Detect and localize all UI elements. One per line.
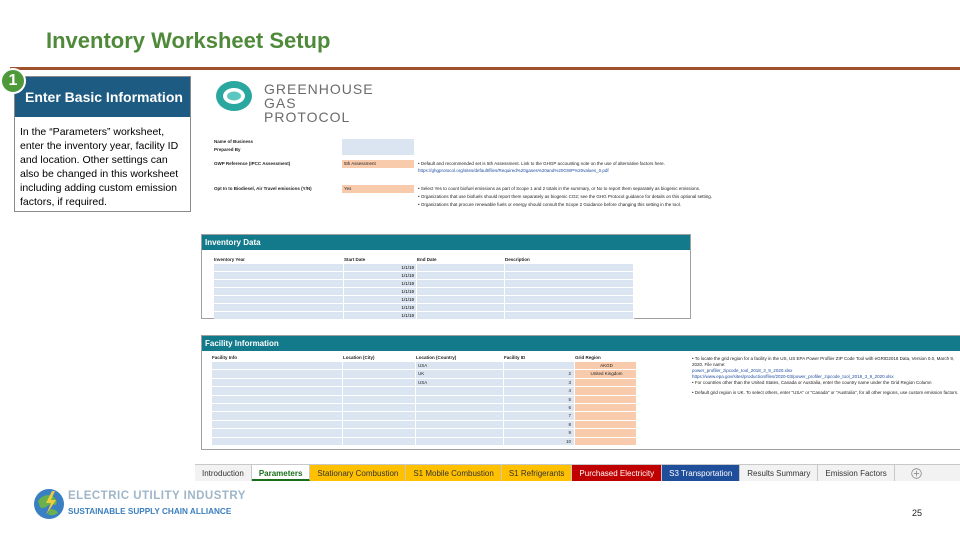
facility-cell[interactable] <box>416 429 504 437</box>
inventory-row <box>214 280 634 288</box>
inventory-row <box>214 264 634 272</box>
inventory-cell[interactable] <box>214 288 344 295</box>
facility-cell[interactable] <box>343 370 416 378</box>
facility-cell[interactable]: 10 <box>504 438 575 446</box>
step-callout <box>14 76 191 212</box>
facility-cell[interactable]: UK <box>416 370 504 378</box>
facility-note-1: • To locate the grid region for a facility in the US, US EPA Power Profiler ZIP Code Tool with eGRID2018 Data, Version 0.0, March 9, 2020. File name: <box>692 356 955 367</box>
facility-cell[interactable] <box>504 362 575 370</box>
inventory-cell[interactable] <box>505 288 634 295</box>
facility-cell[interactable] <box>416 438 504 446</box>
inventory-col-start: Start Date <box>344 257 366 262</box>
eui-sscalliance-logo <box>32 487 252 523</box>
facility-cell[interactable] <box>416 421 504 429</box>
facility-link-2[interactable]: https://www.epa.gov/sites/production/files/2020-03/power_profiler_zipcode_tool_2018_3_9_2020.xlsx <box>692 374 894 379</box>
page-number: 25 <box>912 508 923 518</box>
facility-cell[interactable]: 3 <box>504 379 575 387</box>
facility-header-row <box>212 355 637 362</box>
inventory-data-panel <box>201 234 691 319</box>
inventory-header-row <box>214 257 634 264</box>
facility-cell[interactable]: 8 <box>504 421 575 429</box>
facility-info-panel <box>201 335 960 450</box>
inventory-row <box>214 288 634 296</box>
inventory-cell[interactable]: 1/1/19 <box>344 312 417 319</box>
sheet-tab[interactable]: Parameters <box>252 465 311 481</box>
facility-cell[interactable]: AKGD <box>575 362 637 370</box>
facility-row <box>212 404 637 412</box>
facility-cell[interactable]: 4 <box>504 387 575 395</box>
facility-cell[interactable]: USA <box>416 362 504 370</box>
slide-title: Inventory Worksheet Setup <box>46 28 331 53</box>
facility-cell[interactable] <box>416 404 504 412</box>
inventory-cell[interactable] <box>417 264 505 271</box>
facility-cell[interactable] <box>575 379 637 387</box>
inventory-row <box>214 304 634 312</box>
facility-grid <box>212 355 637 446</box>
facility-cell[interactable] <box>343 429 416 437</box>
inventory-row <box>214 296 634 304</box>
inventory-row <box>214 312 634 320</box>
add-sheet-button[interactable] <box>909 465 925 481</box>
facility-note-3: • Default grid region is UK. To select others, enter "USA" or "Canada" or "Australia", for all other regions, use custom emission factors. <box>692 390 959 395</box>
ipcc-note: • Default and recommended set is 5th Assessment. Link to the GHGP accounting note on the use of alternative factors here. <box>418 161 665 166</box>
ipcc-link[interactable]: https://ghgprotocol.org/sites/default/files/Required%20gases%20and%20GWP%20values_0.pdf <box>418 168 609 173</box>
facility-row <box>212 396 637 404</box>
inventory-cell[interactable] <box>417 296 505 303</box>
eui-globe-icon <box>32 487 66 521</box>
biofuel-select[interactable]: Yes <box>342 185 414 193</box>
inventory-cell[interactable] <box>505 280 634 287</box>
inventory-rows <box>214 264 634 320</box>
facility-note-2: • For countries other than the United States, Canada or Australia, enter the country name under the Grid Region Column <box>692 380 932 385</box>
facility-cell[interactable] <box>416 387 504 395</box>
inventory-col-year: Inventory Year <box>214 257 245 262</box>
facility-cell[interactable]: USA <box>416 379 504 387</box>
biofuel-label: Opt In to Biodiesel, Air Travel emissions (Y/N) <box>214 186 312 191</box>
inventory-cell[interactable] <box>417 280 505 287</box>
facility-cell[interactable] <box>343 438 416 446</box>
facility-cell[interactable]: 9 <box>504 429 575 437</box>
inventory-cell[interactable]: 1/1/19 <box>344 304 417 311</box>
facility-cell[interactable]: 7 <box>504 412 575 420</box>
facility-cell[interactable] <box>416 412 504 420</box>
eui-logo-line1: ELECTRIC UTILITY INDUSTRY <box>68 490 246 502</box>
title-divider <box>10 67 960 70</box>
facility-link-1[interactable]: power_profiler_zipcode_tool_2018_3_9_2020.xlsx <box>692 368 793 373</box>
inventory-cell[interactable]: 1/1/19 <box>344 264 417 271</box>
inventory-cell[interactable]: 1/1/19 <box>344 280 417 287</box>
sheet-tab[interactable]: Results Summary <box>740 465 818 481</box>
sheet-tab[interactable]: S1 Mobile Combustion <box>406 465 501 481</box>
ipcc-label: GWP Reference (IPCC Assessment) <box>214 161 291 166</box>
ipcc-select[interactable]: 5th Assessment <box>342 160 414 168</box>
facility-cell[interactable] <box>212 412 343 420</box>
facility-row <box>212 379 637 387</box>
facility-cell[interactable] <box>212 421 343 429</box>
inventory-cell[interactable] <box>417 272 505 279</box>
business-name-label: Name of Business <box>214 139 254 144</box>
facility-col-grid: Grid Region <box>575 355 601 360</box>
facility-cell[interactable]: United Kingdom <box>575 370 637 378</box>
inventory-cell[interactable] <box>505 304 634 311</box>
prepared-by-field[interactable] <box>342 147 414 155</box>
facility-cell[interactable] <box>212 429 343 437</box>
parameters-section <box>210 136 960 226</box>
facility-cell[interactable]: 5 <box>504 396 575 404</box>
facility-cell[interactable] <box>343 396 416 404</box>
inventory-cell[interactable]: 1/1/19 <box>344 288 417 295</box>
facility-cell[interactable] <box>212 404 343 412</box>
prepared-by-label: Prepared By <box>214 147 241 152</box>
inventory-cell[interactable] <box>214 264 344 271</box>
facility-cell[interactable] <box>212 379 343 387</box>
facility-cell[interactable] <box>212 370 343 378</box>
biofuel-note-2: • Organizations that use biofuels should report them separately as biogenic CO2; see the GHG Protocol guidance for details on this optional setting. <box>418 194 712 199</box>
inventory-cell[interactable] <box>505 264 634 271</box>
inventory-cell[interactable] <box>505 312 634 319</box>
plus-circle-icon <box>911 468 922 479</box>
inventory-cell[interactable] <box>417 312 505 319</box>
facility-col-id: Facility ID <box>504 355 526 360</box>
facility-row <box>212 438 637 446</box>
inventory-cell[interactable] <box>214 280 344 287</box>
facility-cell[interactable] <box>343 387 416 395</box>
eui-logo-line2: SUSTAINABLE SUPPLY CHAIN ALLIANCE <box>68 507 232 516</box>
inventory-col-description: Description <box>505 257 530 262</box>
facility-cell[interactable] <box>212 387 343 395</box>
facility-cell[interactable] <box>343 379 416 387</box>
ghg-logo-line1: GREENHOUSE <box>264 81 374 97</box>
sheet-tab[interactable]: Stationary Combustion <box>310 465 406 481</box>
inventory-cell[interactable] <box>417 304 505 311</box>
sheet-tab-bar <box>195 464 960 481</box>
facility-cell[interactable] <box>575 404 637 412</box>
ghg-logo-line2: GAS PROTOCOL <box>264 95 351 125</box>
facility-cell[interactable]: 6 <box>504 404 575 412</box>
inventory-cell[interactable] <box>214 296 344 303</box>
facility-notes <box>692 356 960 396</box>
biofuel-note-3: • Organizations that procure renewable fuels or energy should consult the Scope 2 Guidance before changing this setting in the tool. <box>418 202 681 207</box>
inventory-cell[interactable] <box>214 312 344 319</box>
ghg-globe-icon <box>214 79 256 113</box>
facility-cell[interactable] <box>575 396 637 404</box>
facility-col-country: Location (Country) <box>416 355 457 360</box>
sheet-tab[interactable]: Introduction <box>195 465 252 481</box>
sheet-tab[interactable]: S1 Refrigerants <box>502 465 573 481</box>
facility-row <box>212 387 637 395</box>
ghg-protocol-logo <box>214 79 384 125</box>
facility-cell[interactable] <box>575 421 637 429</box>
sheet-tab[interactable]: Purchased Electricity <box>572 465 662 481</box>
business-name-field[interactable] <box>342 139 414 147</box>
step-heading: Enter Basic Information <box>15 77 190 117</box>
facility-cell[interactable] <box>343 362 416 370</box>
facility-row <box>212 362 637 370</box>
facility-cell[interactable] <box>212 396 343 404</box>
facility-cell[interactable] <box>343 421 416 429</box>
inventory-cell[interactable] <box>214 304 344 311</box>
facility-row <box>212 421 637 429</box>
inventory-cell[interactable] <box>214 272 344 279</box>
facility-cell[interactable] <box>212 438 343 446</box>
sheet-tab[interactable]: Emission Factors <box>818 465 894 481</box>
facility-cell[interactable] <box>416 396 504 404</box>
facility-col-city: Location (City) <box>343 355 375 360</box>
inventory-row <box>214 272 634 280</box>
facility-info-title: Facility Information <box>202 336 960 351</box>
inventory-cell[interactable] <box>505 272 634 279</box>
facility-cell[interactable] <box>575 387 637 395</box>
sheet-tab-list <box>195 465 895 481</box>
facility-cell[interactable] <box>575 412 637 420</box>
facility-col-info: Facility Info <box>212 355 238 360</box>
facility-row <box>212 412 637 420</box>
facility-row <box>212 429 637 437</box>
facility-row <box>212 370 637 378</box>
sheet-tab[interactable]: S3 Transportation <box>662 465 740 481</box>
facility-cell[interactable] <box>343 404 416 412</box>
facility-cell[interactable] <box>575 429 637 437</box>
facility-cell[interactable] <box>343 412 416 420</box>
biofuel-note-1: • Select Yes to count biofuel emissions as part of Scope 1 and 2 totals in the summary, or No to report them separately as biogenic emissions. <box>418 186 701 191</box>
facility-cell[interactable]: 2 <box>504 370 575 378</box>
inventory-data-title: Inventory Data <box>202 235 690 250</box>
step-body: In the “Parameters” worksheet, enter the inventory year, facility ID and location. Other settings can also be changed in this worksheet including adding custom emission factors, if required. <box>20 126 179 208</box>
facility-rows <box>212 362 637 446</box>
facility-cell[interactable] <box>575 438 637 446</box>
inventory-cell[interactable] <box>505 296 634 303</box>
inventory-grid <box>214 257 634 320</box>
inventory-cell[interactable] <box>417 288 505 295</box>
step-number-badge: 1 <box>0 68 26 94</box>
inventory-col-end: End Date <box>417 257 437 262</box>
inventory-cell[interactable]: 1/1/19 <box>344 272 417 279</box>
inventory-cell[interactable]: 1/1/19 <box>344 296 417 303</box>
facility-cell[interactable] <box>212 362 343 370</box>
